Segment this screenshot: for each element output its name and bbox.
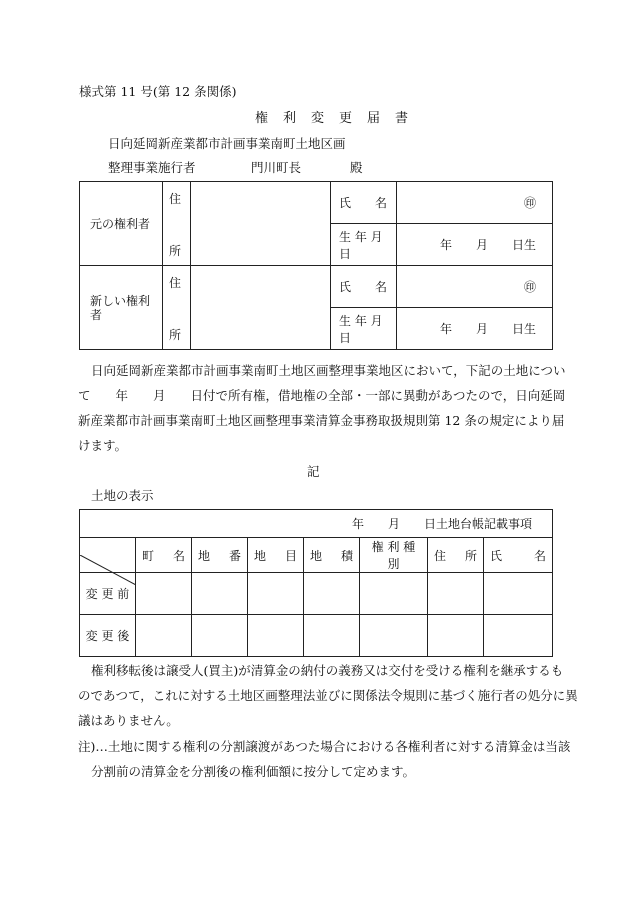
body-paragraph xyxy=(78,358,566,458)
consent-paragraph xyxy=(78,658,578,733)
original-holder-address-label xyxy=(163,182,191,266)
header-town: 町 名 xyxy=(142,548,185,563)
consent-line: 議はありません。 xyxy=(78,713,179,728)
name-label-cell xyxy=(331,182,397,224)
data-cell[interactable] xyxy=(360,615,428,657)
consent-line: のであつて，これに対する土地区画整理法並びに関係法令規則に基づく施行者の処分に異 xyxy=(78,688,578,703)
address-label-bottom: 所 xyxy=(169,244,182,258)
birth-label: 生 年 月 日 xyxy=(339,229,383,261)
parties-table xyxy=(79,181,553,350)
body-line: て 年 月 日付で所有権，借地権の全部・一部に異動があつたので，日向延岡 xyxy=(78,388,566,403)
address-label-bottom: 所 xyxy=(169,328,182,342)
header-cell xyxy=(304,538,360,573)
addressee-line1: 日向延岡新産業都市計画事業南町土地区画 xyxy=(108,136,346,151)
body-line: 日向延岡新産業都市計画事業南町土地区画整理事業地区において，下記の土地につい xyxy=(91,363,566,378)
body-line: けます。 xyxy=(78,438,128,453)
new-holder-address-value[interactable] xyxy=(191,266,331,350)
header-cell xyxy=(136,538,192,573)
data-cell[interactable] xyxy=(248,615,304,657)
header-cell xyxy=(428,538,484,573)
page-title: 権 利 変 更 届 書 xyxy=(255,111,410,126)
diagonal-header-cell xyxy=(80,538,136,573)
birth-value: 年 月 日生 xyxy=(439,322,536,336)
ledger-note: 年 月 日土地台帳記載事項 xyxy=(352,517,533,531)
new-holder-birth-value[interactable] xyxy=(397,308,553,350)
consent-line: 権利移転後は譲受人(買主)が清算金の納付の義務又は交付を受ける権利を継承するも xyxy=(91,663,564,678)
note xyxy=(78,734,571,784)
row-label-before: 変 更 前 xyxy=(85,587,130,601)
data-cell[interactable] xyxy=(484,615,553,657)
header-cell xyxy=(248,538,304,573)
seal-mark: ㊞ xyxy=(523,196,536,210)
header-area: 地 積 xyxy=(310,548,353,563)
name-label: 氏 名 xyxy=(339,280,388,294)
data-cell[interactable] xyxy=(192,573,248,615)
header-right-type: 権 利 種 別 xyxy=(371,540,416,571)
header-cell xyxy=(360,538,428,573)
original-holder-label: 元の権利者 xyxy=(80,182,163,266)
data-cell[interactable] xyxy=(484,573,553,615)
seal-mark: ㊞ xyxy=(523,280,536,294)
row-label-cell xyxy=(80,615,136,657)
honorific: 殿 xyxy=(350,160,363,175)
name-label: 氏 名 xyxy=(339,196,388,210)
data-cell[interactable] xyxy=(248,573,304,615)
land-label: 土地の表示 xyxy=(91,488,154,503)
data-cell[interactable] xyxy=(136,615,192,657)
body-line: 新産業都市計画事業南町土地区画整理事業清算金事務取扱規則第 12 条の規定により届 xyxy=(78,413,565,428)
header-lot-number: 地 番 xyxy=(198,548,241,563)
diagonal-line xyxy=(80,555,136,585)
header-name: 氏 名 xyxy=(490,548,547,563)
birth-label-cell xyxy=(331,224,397,266)
new-holder-name-value[interactable] xyxy=(397,266,553,308)
data-cell[interactable] xyxy=(360,573,428,615)
birth-value: 年 月 日生 xyxy=(439,238,536,252)
birth-label-cell xyxy=(331,308,397,350)
new-holder-label-cell xyxy=(80,266,163,350)
name-label-cell xyxy=(331,266,397,308)
original-holder-birth-value[interactable] xyxy=(397,224,553,266)
addressee-role: 整理事業施行者 xyxy=(108,160,196,175)
header-land-category: 地 目 xyxy=(254,548,297,563)
note-line: 分割前の清算金を分割後の権利価額に按分して定めます。 xyxy=(91,764,416,779)
form-number: 様式第 11 号(第 12 条関係) xyxy=(79,84,237,99)
new-holder-address-label xyxy=(163,266,191,350)
data-cell[interactable] xyxy=(428,573,484,615)
address-label-top: 住 xyxy=(169,192,182,206)
note-line: 注)…土地に関する権利の分割譲渡があつた場合における各権利者に対する清算金は当該 xyxy=(78,739,571,754)
ki-heading: 記 xyxy=(307,464,320,479)
header-cell xyxy=(192,538,248,573)
birth-label: 生 年 月 日 xyxy=(339,313,383,345)
header-address: 住 所 xyxy=(434,548,477,563)
data-cell[interactable] xyxy=(304,615,360,657)
address-label-top: 住 xyxy=(169,276,182,290)
header-cell xyxy=(484,538,553,573)
data-cell[interactable] xyxy=(428,615,484,657)
row-label-after: 変 更 後 xyxy=(85,629,130,643)
data-cell[interactable] xyxy=(136,573,192,615)
data-cell[interactable] xyxy=(304,573,360,615)
addressee-name: 門川町長 xyxy=(251,160,302,175)
original-holder-address-value[interactable] xyxy=(191,182,331,266)
land-table xyxy=(79,509,553,657)
ledger-note-cell xyxy=(80,510,553,538)
new-holder-label: 新しい権利者 xyxy=(90,293,151,322)
original-holder-name-value[interactable] xyxy=(397,182,553,224)
data-cell[interactable] xyxy=(192,615,248,657)
